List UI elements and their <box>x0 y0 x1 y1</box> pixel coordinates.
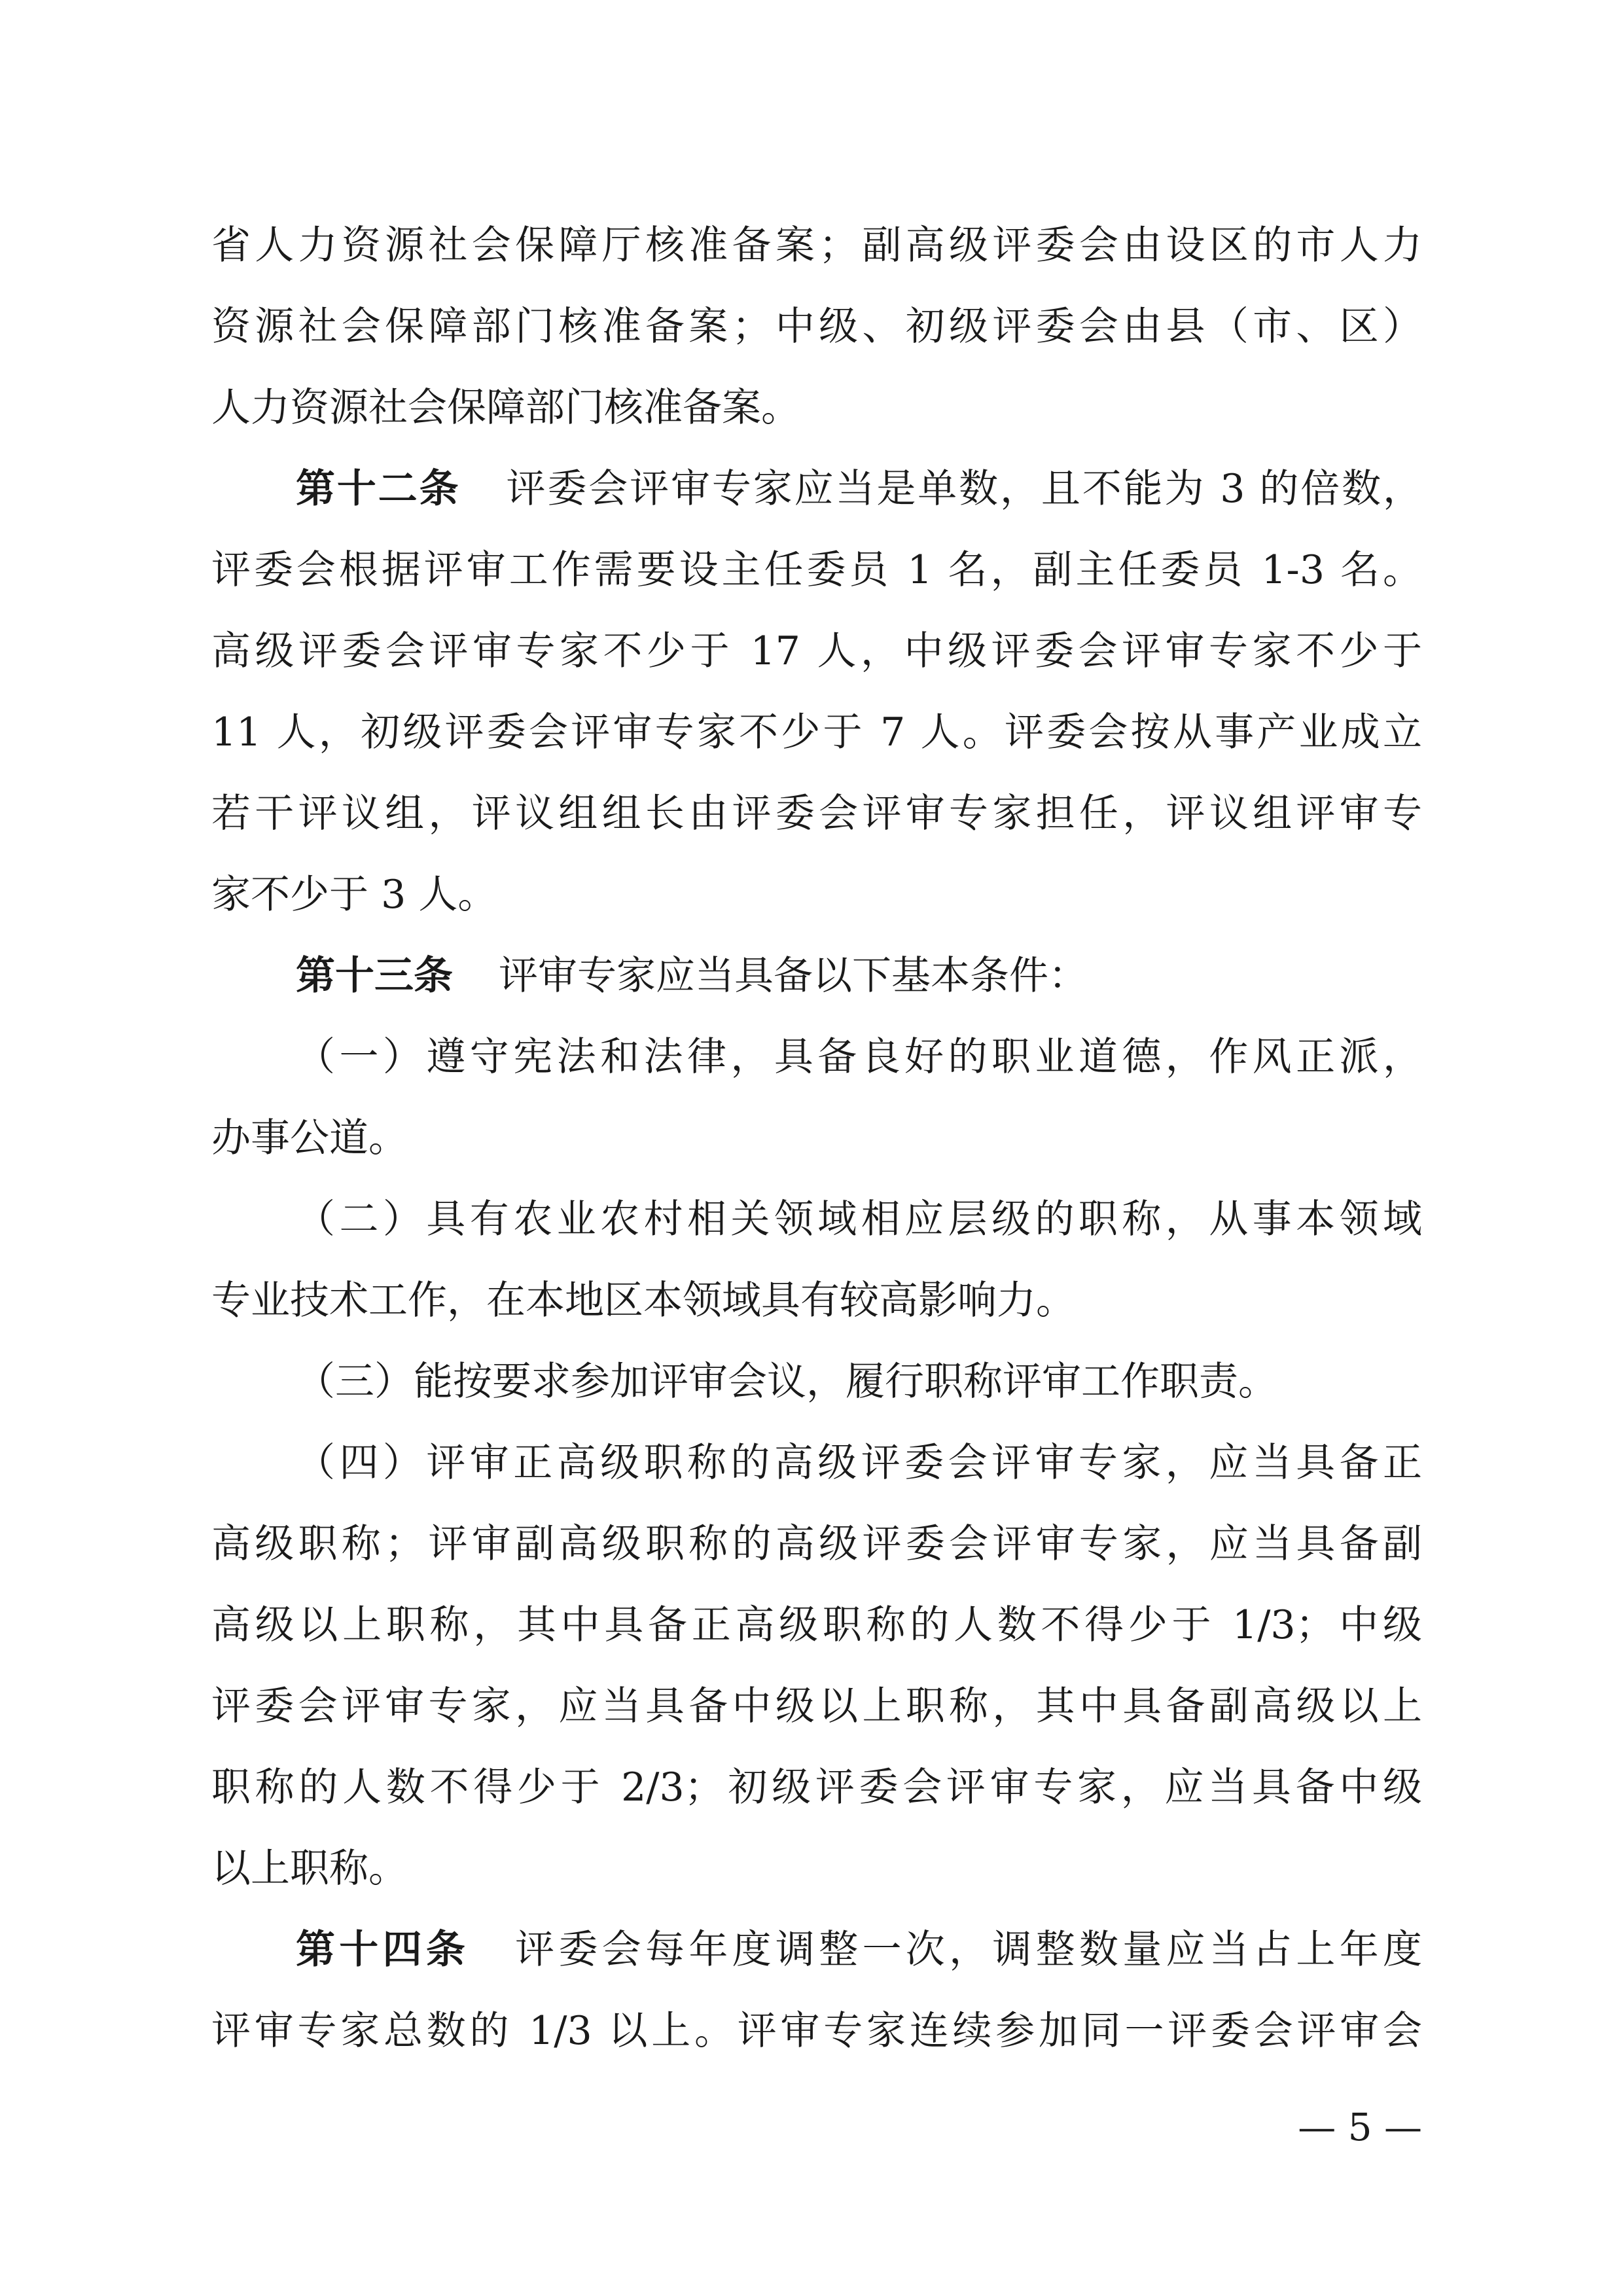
body-line: 专业技术工作，在本地区本领域具有较高影响力。 <box>211 1278 1075 1323</box>
body-line: 办事公道。 <box>211 1115 408 1161</box>
body-text: 评委会每年度调整一次，调整数量应当占上年度 <box>515 1927 1423 1973</box>
body-line: 人力资源社会保障部门核准备案。 <box>211 385 800 431</box>
body-line: （四）评审正高级职称的高级评委会评审专家，应当具备正 <box>296 1440 1422 1486</box>
body-line: 评审专家总数的 1/3 以上。评审专家连续参加同一评委会评审会 <box>211 2008 1422 2054</box>
body-line: 高级评委会评审专家不少于 17 人，中级评委会评审专家不少于 <box>211 628 1422 674</box>
body-line: 评委会根据评审工作需要设主任委员 1 名，副主任委员 1-3 名。 <box>211 547 1422 593</box>
article-13-heading: 第十三条 <box>296 953 453 999</box>
body-text: 评委会评审专家应当是单数，且不能为 3 的倍数， <box>506 466 1423 512</box>
body-line: 资源社会保障部门核准备案；中级、初级评委会由县（市、区） <box>211 304 1422 350</box>
page-number: — 5 — <box>1298 2105 1422 2149</box>
body-line: 高级以上职称，其中具备正高级职称的人数不得少于 1/3；中级 <box>211 1602 1422 1648</box>
body-line: 高级职称；评审副高级职称的高级评委会评审专家，应当具备副 <box>211 1521 1422 1567</box>
body-line: 以上职称。 <box>211 1846 408 1892</box>
body-line: 省人力资源社会保障厅核准备案；副高级评委会由设区的市人力 <box>211 223 1422 268</box>
body-line: 11 人，初级评委会评审专家不少于 7 人。评委会按从事产业成立 <box>211 709 1422 755</box>
body-line: 职称的人数不得少于 2/3；初级评委会评审专家，应当具备中级 <box>211 1765 1422 1810</box>
article-14-heading: 第十四条 <box>296 1927 470 1973</box>
body-text: 评审专家应当具备以下基本条件： <box>499 953 1088 999</box>
article-13-line <box>296 943 1422 1009</box>
article-12-line <box>296 456 1422 522</box>
body-line: （一）遵守宪法和法律，具备良好的职业道德，作风正派， <box>296 1034 1422 1080</box>
body-line: （三）能按要求参加评审会议，履行职称评审工作职责。 <box>296 1359 1277 1405</box>
body-line: 评委会评审专家，应当具备中级以上职称，其中具备副高级以上 <box>211 1683 1422 1729</box>
body-line: 若干评议组，评议组组长由评委会评审专家担任，评议组评审专 <box>211 791 1422 836</box>
article-14-line <box>296 1917 1422 1982</box>
body-line: （二）具有农业农村相关领域相应层级的职称，从事本领域 <box>296 1196 1422 1242</box>
article-12-heading: 第十二条 <box>296 466 461 512</box>
body-line: 家不少于 3 人。 <box>211 872 497 918</box>
